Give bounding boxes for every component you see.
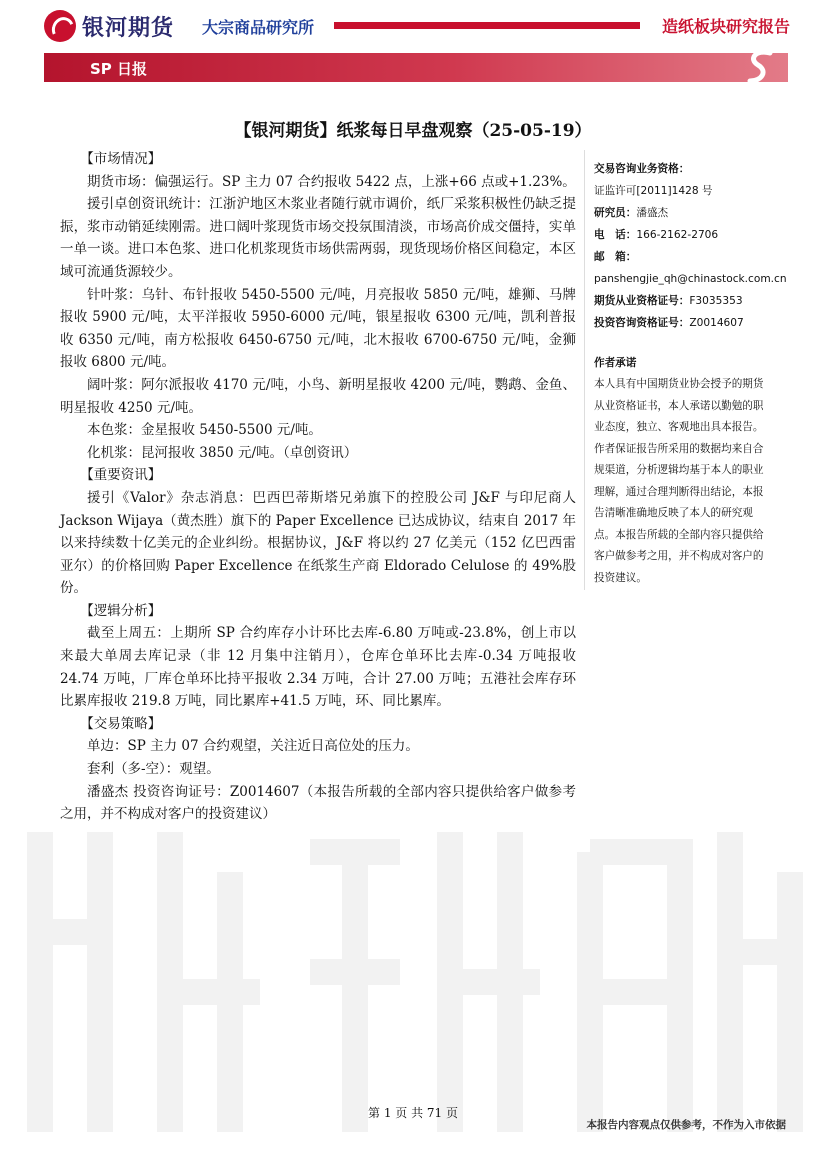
phone-number: 166-2162-2706	[636, 229, 719, 241]
page-number: 第 1 页 共 71 页	[368, 1106, 458, 1120]
invest-cert: Z0014607	[689, 317, 744, 329]
paragraph: 援引《Valor》杂志消息：巴西巴蒂斯塔兄弟旗下的控股公司 J&F 与印尼商人 Jackson Wijaya（黄杰胜）旗下的 Paper Excellence 已达成协议，结束自 2017 年以来持续数十亿美元的企业纠纷。根据协议，J&F 将以约 27 亿美元（152 亿巴西雷亚尔）的价格回购 Paper Excellence 在纸浆生产商 Eldorado Celulose 的 49%股份。	[60, 489, 576, 597]
report-title: 【银河期货】纸浆每日早盘观察（25-05-19）	[234, 121, 592, 141]
email-address[interactable]: panshengjie_qh@chinastock.com.cn	[594, 273, 787, 285]
author-promise-text: 本人具有中国期货业协会授予的期货从业资格证书，本人承诺以勤勉的职业态度，独立、客观地出具本报告。作者保证报告所采用的数据均来自合规渠道，分析逻辑均基于本人的职业理解，通过合理判断得出结论，本报告清晰准确地反映了本人的研究观点。本报告所载的全部内容只提供给客户做参考之用，并不构成对客户的投资建议。	[594, 378, 764, 584]
section-heading-news: 【重要资讯】	[80, 467, 162, 484]
institute-name: 大宗商品研究所	[202, 18, 315, 37]
section-heading-strategy: 【交易策略】	[80, 715, 162, 732]
paragraph: 单边：SP 主力 07 合约观望，关注近日高位处的压力。	[87, 738, 419, 755]
section-heading-market: 【市场情况】	[80, 151, 162, 167]
paragraph: 截至上周五：上期所 SP 合约库存小计环比去库-6.80 万吨或-23.8%，创上市以来最大单周去库记录（非 12 月集中注销月），仓库仓单环比去库-0.34 万吨报收 24.74 万吨，厂库仓单环比持平报收 2.34 万吨，合计 27.00 万吨；五港社会库存环比累库报收 219.8 万吨，同比累库+41.5 万吨，环、同比累库。	[60, 625, 576, 710]
main-content	[60, 148, 576, 826]
paragraph: 阔叶浆：阿尔派报收 4170 元/吨，小鸟、新明星报收 4200 元/吨，鹦鹉、金鱼、明星报收 4250 元/吨。	[60, 376, 576, 416]
paragraph: 针叶浆：乌针、布针报收 5450-5500 元/吨，月亮报收 5850 元/吨，雄狮、马牌报收 5900 元/吨，太平洋报收 5950-6000 元/吨，银星报收 6300 元/吨，凯利普报收 6350 元/吨，南方松报收 6450-6750 元/吨，北木报收 6700-6750 元/吨，金狮报收 6800 元/吨。	[60, 286, 576, 371]
invest-cert-label: 投资咨询资格证号：	[594, 317, 690, 329]
license-number: 证监许可[2011]1428 号	[594, 185, 713, 197]
email-label: 邮 箱：	[594, 251, 637, 263]
sidebar	[594, 158, 787, 589]
report-type: 造纸板块研究报告	[661, 17, 790, 36]
futures-cert-label: 期货从业资格证号：	[594, 295, 690, 307]
author-promise-title: 作者承诺	[594, 357, 637, 369]
phone-label: 电 话：	[594, 229, 637, 241]
band-label: SP 日报	[90, 60, 148, 78]
researcher-label: 研究员：	[594, 207, 637, 219]
page-header	[0, 0, 826, 90]
paragraph: 期货市场：偏强运行。SP 主力 07 合约报收 5422 点，上涨+66 点或+1.23%。	[87, 173, 576, 190]
futures-cert: F3035353	[689, 295, 743, 307]
paragraph: 化机浆：昆河报收 3850 元/吨。（卓创资讯）	[87, 444, 358, 461]
paragraph: 潘盛杰 投资咨询证号：Z0014607（本报告所载的全部内容只提供给客户做参考之用，并不构成对客户的投资建议）	[60, 783, 576, 823]
researcher-name: 潘盛杰	[636, 207, 669, 219]
header-divider	[334, 22, 640, 29]
paragraph: 援引卓创资讯统计：江浙沪地区木浆业者随行就市调价，纸厂采浆积极性仍缺乏提振，浆市动销延续刚需。进口阔叶浆现货市场交投氛围清淡，市场高价成交僵持，实单一单一谈。进口本色浆、进口化机浆现货市场供需两弱，现货现场价格区间稳定，本区域可流通货源较少。	[60, 196, 576, 280]
section-heading-logic: 【逻辑分析】	[80, 602, 162, 619]
logo-text: 银河期货	[82, 16, 175, 41]
paragraph: 套利（多-空）：观望。	[87, 761, 220, 778]
swirl-logo-icon	[742, 47, 778, 87]
disclaimer-note: 本报告内容观点仅供参考，不作为入市依据	[586, 1119, 786, 1131]
column-divider	[584, 150, 585, 590]
galaxy-logo-icon	[44, 10, 76, 42]
report-band	[44, 53, 788, 82]
watermark-logo-icon	[0, 812, 826, 1142]
paragraph: 本色浆：金星报收 5450-5500 元/吨。	[87, 422, 322, 439]
qualification-title: 交易咨询业务资格：	[594, 163, 690, 175]
